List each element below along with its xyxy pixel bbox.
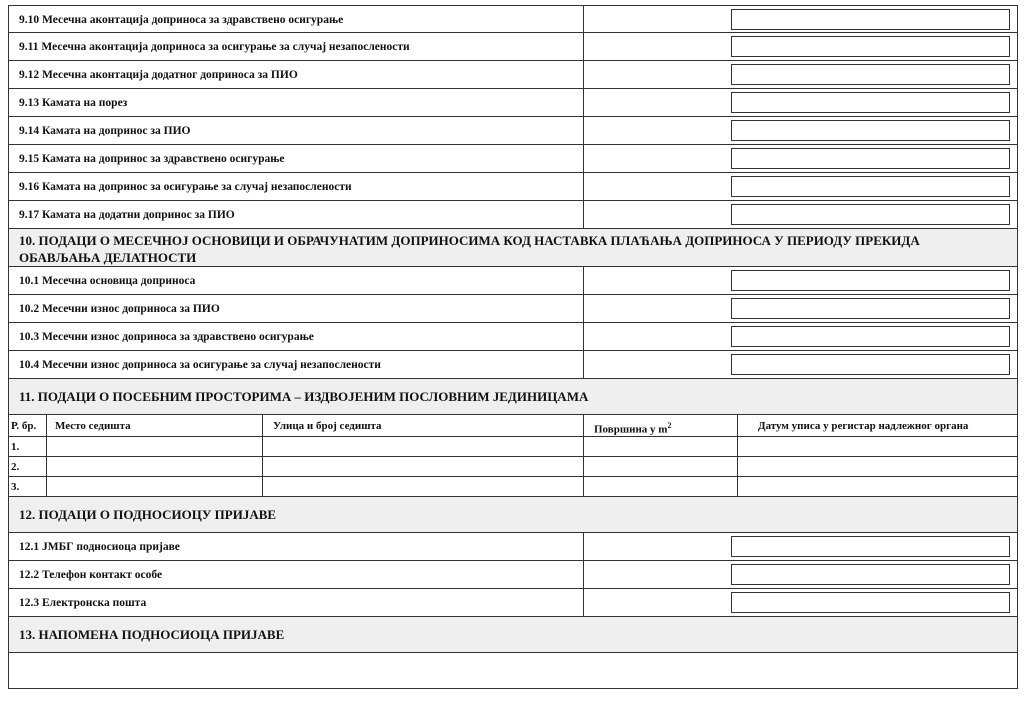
date-cell[interactable]: [737, 477, 1017, 496]
email-field[interactable]: [731, 592, 1010, 613]
row-label: 9.10 Месечна аконтација доприноса за здравствено осигурање: [19, 14, 344, 26]
column-divider: [583, 323, 584, 350]
row-12-1: [8, 533, 1018, 561]
amount-field-10-2[interactable]: [731, 298, 1010, 319]
row-9-12: [8, 61, 1018, 89]
column-divider: [583, 89, 584, 116]
column-divider: [583, 33, 584, 60]
row-label: 9.12 Месечна аконтација додатног доприноса за ПИО: [19, 69, 298, 81]
section-title: 12. ПОДАЦИ О ПОДНОСИОЦУ ПРИЈАВЕ: [19, 507, 277, 522]
column-divider: [583, 589, 584, 616]
phone-field[interactable]: [731, 564, 1010, 585]
amount-field-9-17[interactable]: [731, 204, 1010, 225]
amount-field-9-10[interactable]: [731, 9, 1010, 30]
row-label: 10.1 Месечна основица доприноса: [19, 275, 196, 287]
column-header-no: Р. бр.: [11, 420, 37, 432]
row-10-3: [8, 323, 1018, 351]
units-table-header: [8, 415, 1018, 437]
place-cell[interactable]: [46, 477, 262, 496]
row-label: 10.3 Месечни износ доприноса за здравствено осигурање: [19, 331, 314, 343]
row-label: 12.1 ЈМБГ подносиоца пријаве: [19, 541, 180, 553]
street-cell[interactable]: [262, 477, 583, 496]
row-10-1: [8, 267, 1018, 295]
area-label: Површина у m: [594, 423, 668, 436]
row-label: 10.2 Месечни износ доприноса за ПИО: [19, 303, 220, 315]
table-row: [8, 477, 1018, 497]
column-divider: [583, 173, 584, 200]
area-cell[interactable]: [583, 437, 737, 456]
row-12-3: [8, 589, 1018, 617]
column-divider: [583, 267, 584, 294]
amount-field-10-3[interactable]: [731, 326, 1010, 347]
table-row: [8, 437, 1018, 457]
column-divider: [583, 201, 584, 228]
amount-field-9-11[interactable]: [731, 36, 1010, 57]
row-label: 9.14 Камата на допринос за ПИО: [19, 125, 191, 137]
table-row: [8, 457, 1018, 477]
section-title: 13. НАПОМЕНА ПОДНОСИОЦА ПРИЈАВЕ: [19, 627, 285, 642]
column-header-date: Датум уписа у регистар надлежног органа: [737, 415, 1017, 436]
row-9-16: [8, 173, 1018, 201]
row-10-4: [8, 351, 1018, 379]
row-number: 2.: [11, 461, 20, 473]
row-label: 12.3 Електронска пошта: [19, 597, 147, 609]
column-divider: [583, 117, 584, 144]
column-divider: [583, 6, 584, 32]
row-number: 1.: [11, 441, 20, 453]
amount-field-9-13[interactable]: [731, 92, 1010, 113]
amount-field-9-14[interactable]: [731, 120, 1010, 141]
place-cell[interactable]: [46, 457, 262, 476]
column-header-street: Улица и број седишта: [262, 415, 583, 436]
tax-form: [8, 5, 1018, 689]
area-unit-superscript: 2: [667, 421, 672, 430]
column-header-area: [583, 415, 737, 436]
row-label: 12.2 Телефон контакт особе: [19, 569, 163, 581]
note-textarea[interactable]: [8, 653, 1018, 689]
row-label: 9.15 Камата на допринос за здравствено осигурање: [19, 153, 285, 165]
row-9-13: [8, 89, 1018, 117]
section-title: 11. ПОДАЦИ О ПОСЕБНИМ ПРОСТОРИМА – ИЗДВОЈЕНИМ ПОСЛОВНИМ ЈЕДИНИЦАМА: [19, 389, 589, 404]
row-label: 9.16 Камата на допринос за осигурање за случај незапослености: [19, 181, 352, 193]
row-label: 9.13 Камата на порез: [19, 97, 128, 109]
row-9-11: [8, 33, 1018, 61]
street-cell[interactable]: [262, 437, 583, 456]
column-divider: [583, 61, 584, 88]
column-divider: [583, 561, 584, 588]
column-divider: [583, 351, 584, 378]
row-9-15: [8, 145, 1018, 173]
column-divider: [583, 295, 584, 322]
place-cell[interactable]: [46, 437, 262, 456]
column-header-place: Место седишта: [46, 415, 262, 436]
row-10-2: [8, 295, 1018, 323]
section-12-header: [8, 497, 1018, 533]
section-title: 10. ПОДАЦИ О МЕСЕЧНОЈ ОСНОВИЦИ И ОБРАЧУНАТИМ ДОПРИНОСИМА КОД НАСТАВКА ПЛАЋАЊА ДОПРИНОСА У ПЕРИОДУ ПРЕКИДА ОБАВЉАЊА ДЕЛАТНОСТИ: [19, 233, 920, 265]
row-label: 9.11 Месечна аконтација доприноса за осигурање за случај незапослености: [19, 41, 410, 53]
column-divider: [583, 533, 584, 560]
amount-field-10-1[interactable]: [731, 270, 1010, 291]
row-9-14: [8, 117, 1018, 145]
jmbg-field[interactable]: [731, 536, 1010, 557]
row-label: 10.4 Месечни износ доприноса за осигурање за случај незапослености: [19, 359, 381, 371]
row-9-10: [8, 5, 1018, 33]
amount-field-9-15[interactable]: [731, 148, 1010, 169]
row-number: 3.: [11, 481, 20, 493]
date-cell[interactable]: [737, 437, 1017, 456]
row-9-17: [8, 201, 1018, 229]
area-cell[interactable]: [583, 457, 737, 476]
row-label: 9.17 Камата на додатни допринос за ПИО: [19, 209, 235, 221]
section-13-header: [8, 617, 1018, 653]
area-cell[interactable]: [583, 477, 737, 496]
amount-field-9-16[interactable]: [731, 176, 1010, 197]
date-cell[interactable]: [737, 457, 1017, 476]
row-12-2: [8, 561, 1018, 589]
street-cell[interactable]: [262, 457, 583, 476]
section-11-header: [8, 379, 1018, 415]
amount-field-9-12[interactable]: [731, 64, 1010, 85]
amount-field-10-4[interactable]: [731, 354, 1010, 375]
section-10-header: [8, 229, 1018, 267]
column-divider: [583, 145, 584, 172]
